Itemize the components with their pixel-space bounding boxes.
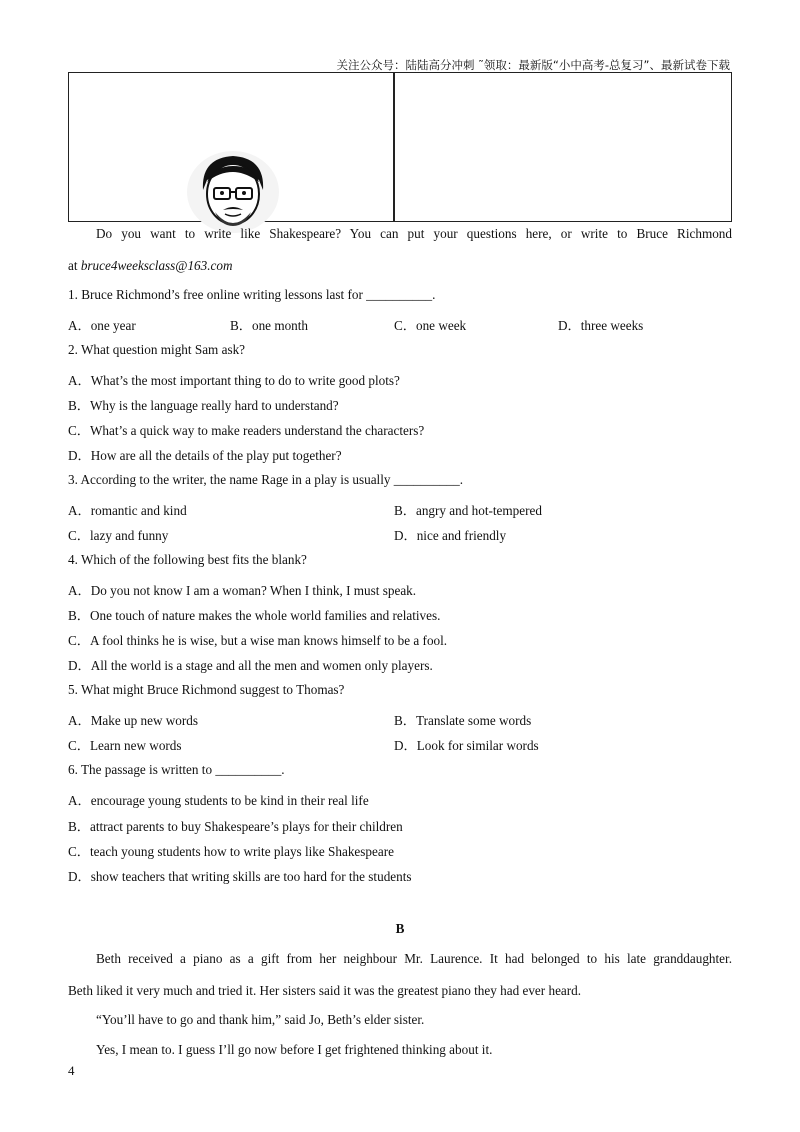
page-number: 4	[68, 1063, 75, 1078]
question-1-option-a: A．one year	[68, 318, 136, 333]
question-6-option-d: D．show teachers that writing skills are too hard for the students	[68, 869, 412, 884]
intro-line-2	[68, 258, 233, 274]
question-3-option-c: C．lazy and funny	[68, 528, 169, 543]
question-stem-3: 3. According to the writer, the name Rage in a play is usually __________.	[68, 472, 464, 487]
question-stem-5: 5. What might Bruce Richmond suggest to Thomas?	[68, 682, 345, 697]
avatar-illustration	[185, 150, 281, 234]
question-5-option-d: D．Look for similar words	[394, 738, 539, 753]
question-6-option-c: C．teach young students how to write plays like Shakespeare	[68, 844, 394, 859]
question-4-option-d: D．All the world is a stage and all the men and women only players.	[68, 658, 433, 673]
question-2-option-a: A．What’s the most important thing to do to write good plots?	[68, 373, 400, 388]
question-6-option-b: B．attract parents to buy Shakespeare’s plays for their children	[68, 819, 403, 834]
question-stem-4: 4. Which of the following best fits the blank?	[68, 552, 307, 567]
image-frame-right	[393, 72, 732, 222]
question-3-option-b: B．angry and hot-tempered	[394, 503, 542, 518]
question-5-option-c: C．Learn new words	[68, 738, 182, 753]
question-1-option-b: B．one month	[230, 318, 309, 333]
question-2-option-d: D．How are all the details of the play put together?	[68, 448, 342, 463]
question-1-option-c: C．one week	[394, 318, 467, 333]
passage-line-4: Yes, I mean to. I guess I’ll go now before I get frightened thinking about it.	[96, 1042, 493, 1057]
image-frame-area	[68, 72, 732, 222]
section-title: B	[395, 921, 405, 936]
question-4-option-b: B．One touch of nature makes the whole world families and relatives.	[68, 608, 441, 623]
passage-line-1: Beth received a piano as a gift from her neighbour Mr. Laurence. It had belonged to his late granddaughter.	[96, 951, 732, 966]
question-6-option-a: A．encourage young students to be kind in their real life	[68, 793, 369, 808]
question-2-option-b: B．Why is the language really hard to understand?	[68, 398, 339, 413]
question-5-option-b: B．Translate some words	[394, 713, 532, 728]
question-2-option-c: C．What’s a quick way to make readers understand the characters?	[68, 423, 425, 438]
question-stem-6: 6. The passage is written to __________.	[68, 762, 285, 777]
question-4-option-c: C．A fool thinks he is wise, but a wise man knows himself to be a fool.	[68, 633, 448, 648]
question-stem-2: 2. What question might Sam ask?	[68, 342, 246, 357]
page-header: 关注公众号：陆陆高分冲刺 ˜领取：最新版“小中高考-总复习”、最新试卷下载	[336, 58, 730, 72]
question-5-option-a: A．Make up new words	[68, 713, 199, 728]
intro-prefix: at	[68, 258, 81, 273]
intro-line-1: Do you want to write like Shakespeare? You can put your questions here, or write to Bruce Richmond	[96, 226, 732, 241]
question-1-option-d: D．three weeks	[558, 318, 644, 333]
passage-line-2: Beth liked it very much and tried it. Her sisters said it was the greatest piano they had ever heard.	[68, 983, 582, 998]
passage-line-3: “You’ll have to go and thank him,” said Jo, Beth’s elder sister.	[96, 1012, 425, 1027]
question-stem-1: 1. Bruce Richmond’s free online writing lessons last for __________.	[68, 287, 436, 302]
question-4-option-a: A．Do you not know I am a woman? When I think, I must speak.	[68, 583, 417, 598]
email-link[interactable]: bruce4weeksclass@163.com	[80, 258, 233, 273]
question-3-option-d: D．nice and friendly	[394, 528, 507, 543]
question-3-option-a: A．romantic and kind	[68, 503, 187, 518]
